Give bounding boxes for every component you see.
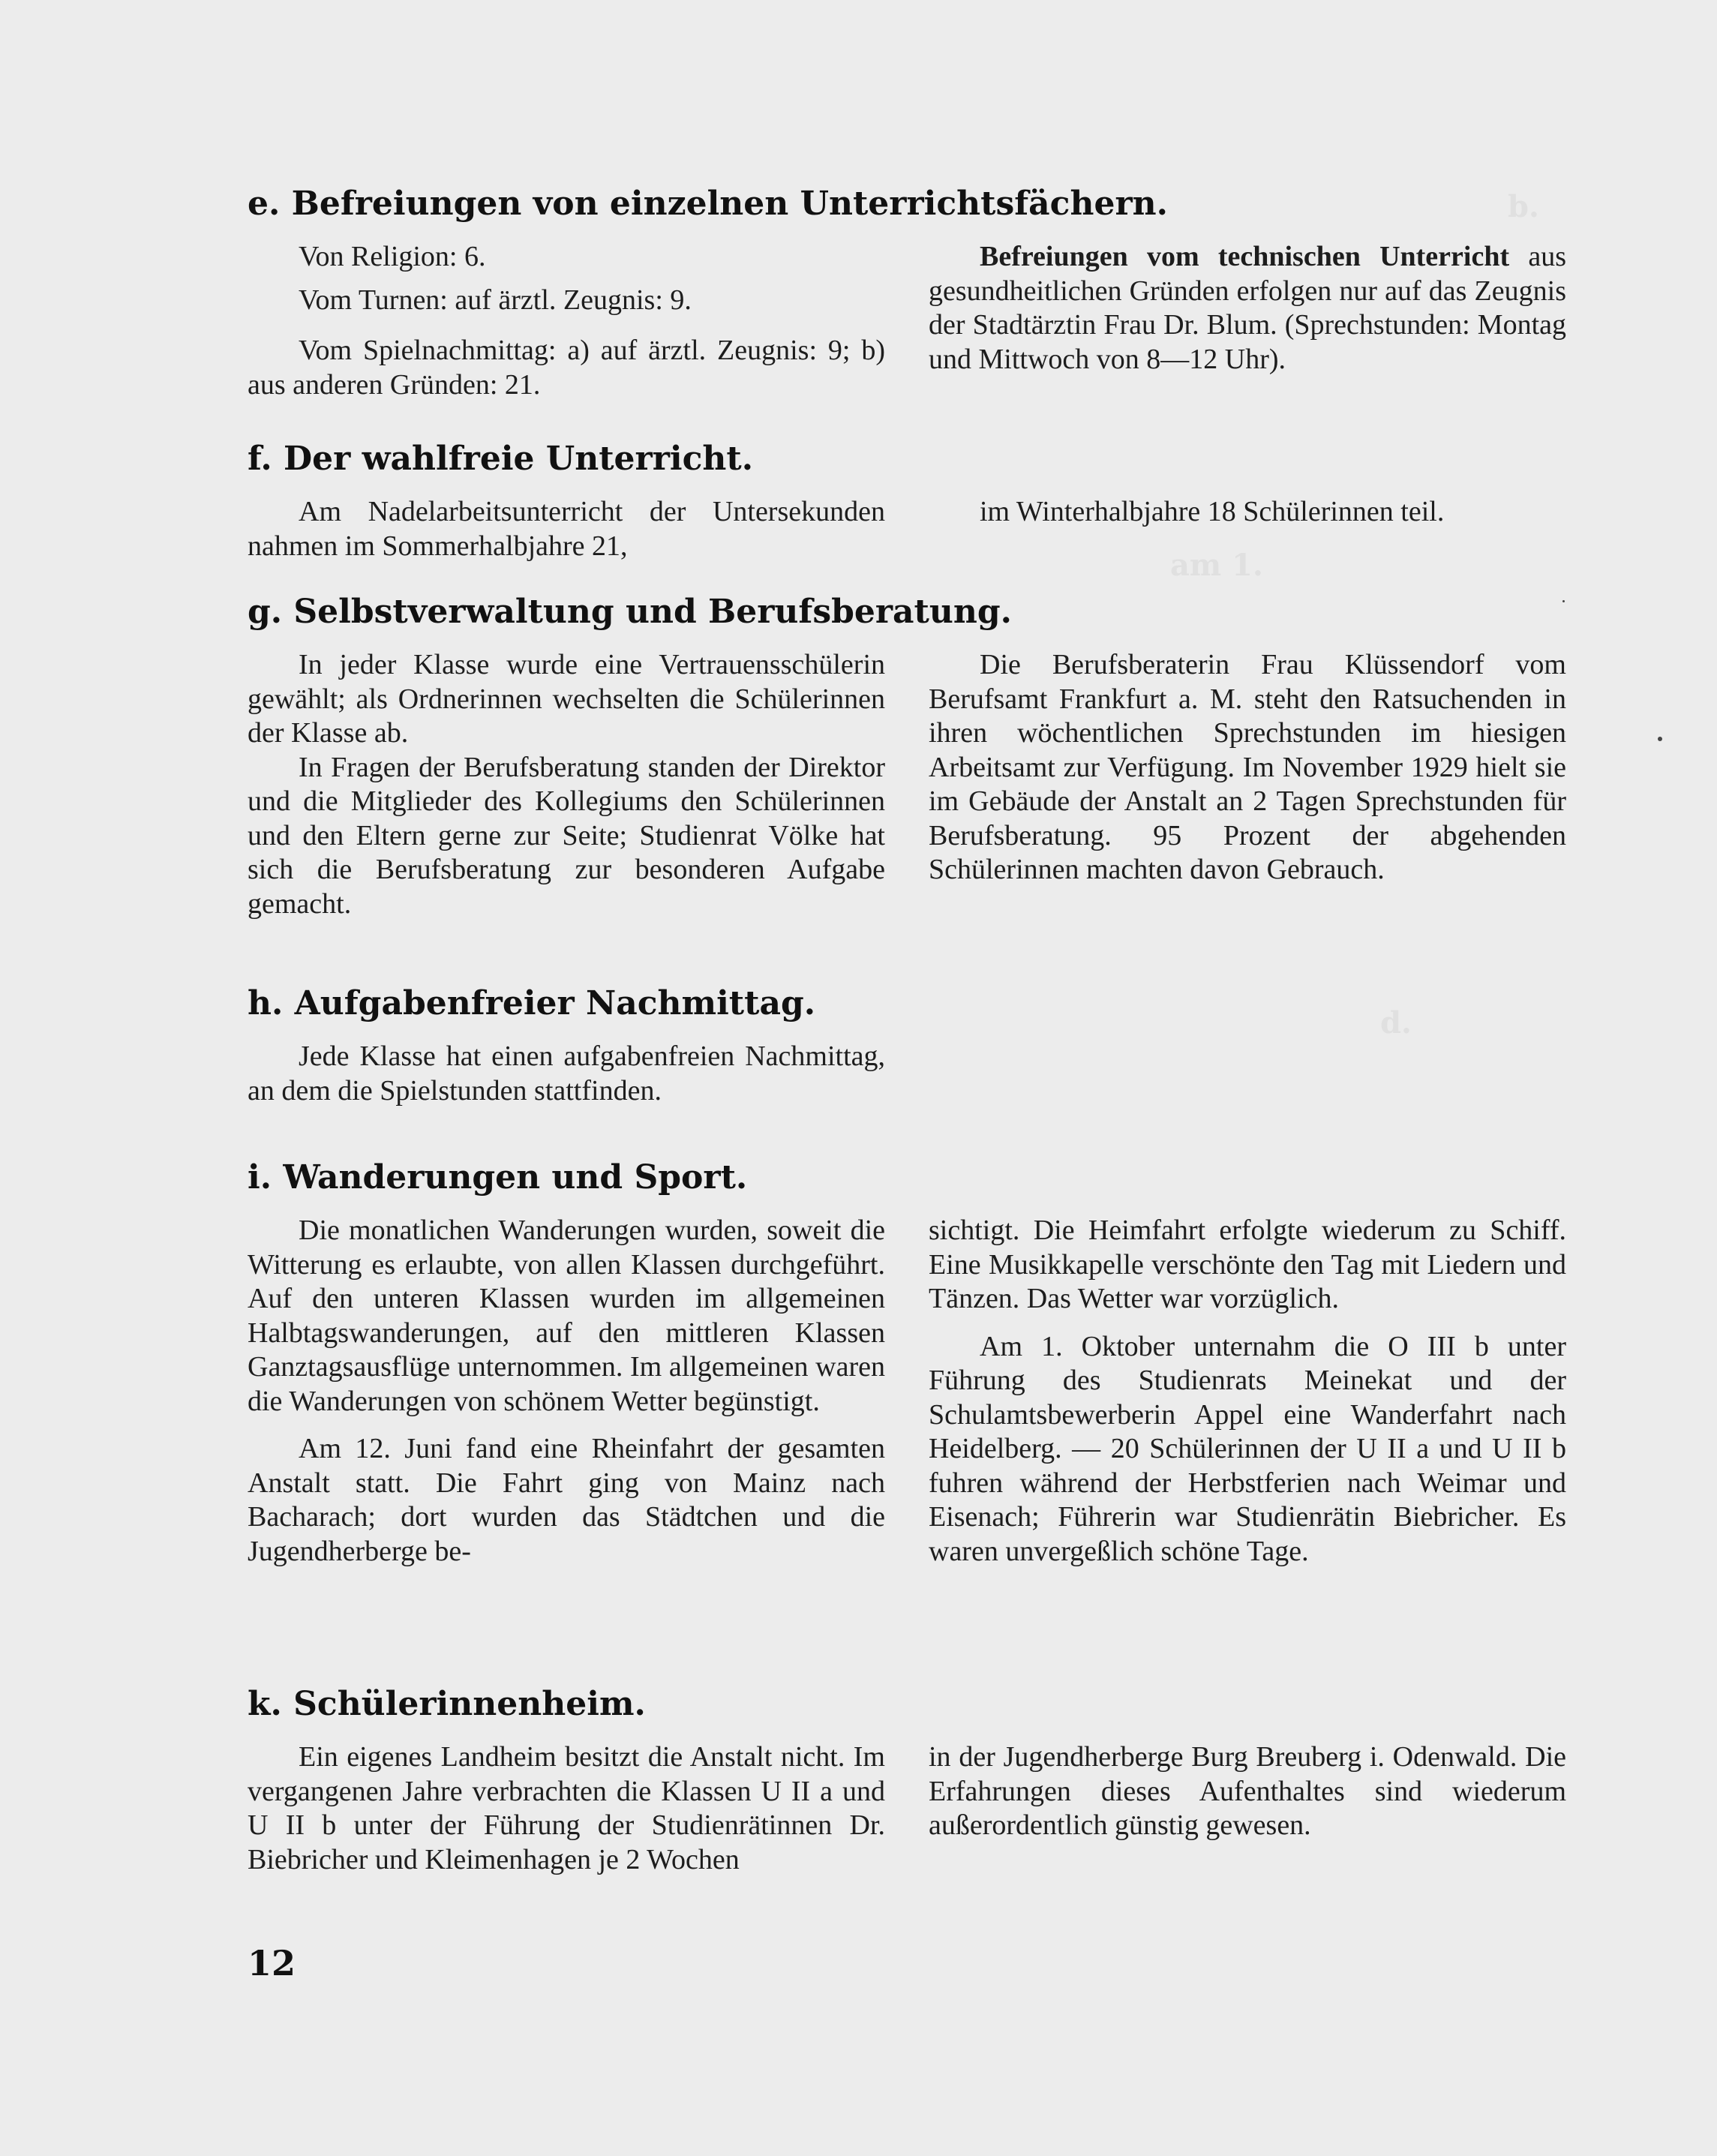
paragraph: Am 12. Juni fand eine Rheinfahrt der gesamten Anstalt statt. Die Fahrt ging von Mainz nach Bacharach; dort wurden das Städtchen und die Jugendherberge be- xyxy=(248,1433,885,1567)
paragraph: In jeder Klasse wurde eine Vertrauensschülerin gewählt; als Ordnerinnen wechselten die Schülerinnen der Klasse ab. xyxy=(248,649,885,749)
paragraph: Vom Spielnachmittag: a) auf ärztl. Zeugnis: 9; b) aus anderen Gründen: 21. xyxy=(248,335,885,401)
bleed-through-heading: d. xyxy=(1380,1005,1412,1040)
paragraph-text: aus gesundheitlichen Gründen erfolgen nur auf das Zeugnis der Stadtärztin Frau Dr. Blum. (Sprechstunden: Montag und Mittwoch von 8—12 Uhr). xyxy=(929,241,1567,375)
section-title-f: f. Der wahlfreie Unterricht. xyxy=(248,440,754,478)
section-i-right-column xyxy=(929,1214,1566,1569)
section-f-left-column xyxy=(248,495,885,563)
section-g-right-column xyxy=(929,648,1566,887)
bleed-through-heading: am 1. xyxy=(1170,548,1263,583)
paragraph: Die Berufsberaterin Frau Klüssendorf vom Berufsamt Frankfurt a. M. steht den Ratsuchenden in ihren wöchentlichen Sprechstunden im hiesigen Arbeitsamt zur Verfügung. Im November 1929 hielt sie im Gebäude der Anstalt an 2 Tagen Sprechstunden für Berufsberatung. 95 Prozent der abgehenden Schülerinnen machten davon Gebrauch. xyxy=(929,649,1566,885)
paragraph: Ein eigenes Landheim besitzt die Anstalt nicht. Im vergangenen Jahre verbrachten die Klassen U II a und U II b unter der Führung der Studienrätinnen Dr. Biebricher und Kleimenhagen je 2 Wochen xyxy=(248,1741,885,1875)
paragraph: In Fragen der Berufsberatung standen der Direktor und die Mitglieder des Kollegiums den Schülerinnen und den Eltern gerne zur Seite; Studienrat Völke hat sich die Berufsberatung zur besonderen Aufgabe gemacht. xyxy=(248,751,885,920)
paragraph: Vom Turnen: auf ärztl. Zeugnis: 9. xyxy=(299,284,692,316)
paragraph: Von Religion: 6. xyxy=(299,241,486,272)
run-in-heading: Befreiungen vom technischen Unterricht xyxy=(980,241,1510,272)
section-title-e: e. Befreiungen von einzelnen Unterrichtsfächern. xyxy=(248,185,1168,223)
section-k-right-column xyxy=(929,1740,1566,1843)
paragraph: in der Jugendherberge Burg Breuberg i. Odenwald. Die Erfahrungen dieses Aufenthaltes sind wiederum außerordentlich günstig gewesen. xyxy=(929,1741,1566,1841)
paragraph: Am Nadelarbeitsunterricht der Untersekunden nahmen im Sommerhalbjahre 21, xyxy=(248,496,885,562)
section-g-left-column xyxy=(248,648,885,921)
section-h-left-column xyxy=(248,1040,885,1108)
section-title-i: i. Wanderungen und Sport. xyxy=(248,1158,748,1197)
scan-speck xyxy=(1658,737,1662,741)
scan-speck xyxy=(1562,600,1565,602)
paragraph xyxy=(929,240,1566,377)
paragraph: Am 1. Oktober unternahm die O III b unter Führung des Studienrats Meinekat und der Schulamtsbewerberin Appel eine Wanderfahrt nach Heidelberg. — 20 Schülerinnen der U II a und U II b fuhren während der Herbstferien nach Weimar und Eisenach; Führerin war Studienrätin Biebricher. Es waren unvergeßlich schöne Tage. xyxy=(929,1330,1566,1567)
paragraph: Die monatlichen Wanderungen wurden, soweit die Witterung es erlaubte, von allen Klassen durchgeführt. Auf den unteren Klassen wurden im allgemeinen Halbtagswanderungen, auf den mittleren Klassen Ganztagsausflüge unternommen. Im allgemeinen waren die Wanderungen von schönem Wetter begünstigt. xyxy=(248,1215,885,1417)
section-e-right-column xyxy=(929,240,1566,377)
section-k-left-column xyxy=(248,1740,885,1877)
paragraph: im Winterhalbjahre 18 Schülerinnen teil. xyxy=(980,496,1445,527)
section-title-g: g. Selbstverwaltung und Berufsberatung. xyxy=(248,593,1012,631)
page-number: 12 xyxy=(248,1943,296,1983)
section-i-left-column xyxy=(248,1214,885,1569)
paragraph: sichtigt. Die Heimfahrt erfolgte wiederum zu Schiff. Eine Musikkapelle verschönte den Tag mit Liedern und Tänzen. Das Wetter war vorzüglich. xyxy=(929,1215,1566,1314)
section-e-left-column xyxy=(248,240,885,402)
section-title-k: k. Schülerinnenheim. xyxy=(248,1685,646,1723)
paragraph: Jede Klasse hat einen aufgabenfreien Nachmittag, an dem die Spielstunden stattfinden. xyxy=(248,1040,885,1107)
section-title-h: h. Aufgabenfreier Nachmittag. xyxy=(248,984,816,1022)
bleed-through-heading: b. xyxy=(1508,189,1539,224)
section-f-right-column xyxy=(929,495,1566,530)
